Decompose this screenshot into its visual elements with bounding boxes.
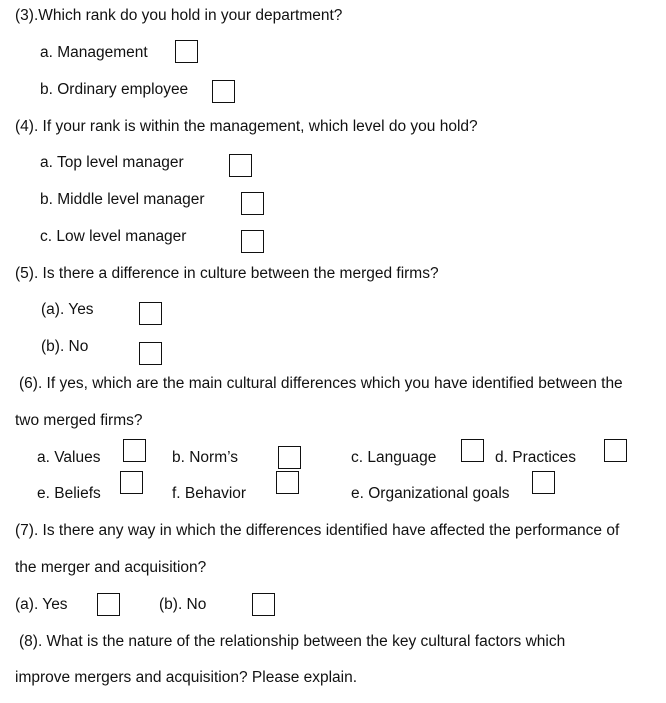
q6-option-organizational-goals: e. Organizational goals [351,485,510,502]
q3-option-ordinary-employee: b. Ordinary employee [40,81,189,98]
q8-question-line2: improve mergers and acquisition? Please explain. [15,669,358,686]
q6-option-behavior: f. Behavior [172,485,247,502]
q7-question-line1: (7). Is there any way in which the differences identified have affected the performance of [15,522,620,539]
q5-option-no: (b). No [41,338,89,355]
q6-option-values: a. Values [37,449,101,466]
q3-ordinary-employee-checkbox[interactable] [212,80,235,103]
q6-norms-checkbox[interactable] [278,446,301,469]
q6-practices-checkbox[interactable] [604,439,627,462]
q7-option-yes: (a). Yes [15,596,68,613]
q4-top-level-checkbox[interactable] [229,154,252,177]
q4-option-top-level: a. Top level manager [40,154,184,171]
q7-no-checkbox[interactable] [252,593,275,616]
q7-question-line2: the merger and acquisition? [15,559,207,576]
q8-question-line1: (8). What is the nature of the relationship between the key cultural factors which [19,633,566,650]
q7-option-no: (b). No [159,596,207,613]
q5-option-yes: (a). Yes [41,301,94,318]
q4-low-level-checkbox[interactable] [241,230,264,253]
q5-question: (5). Is there a difference in culture between the merged firms? [15,265,439,282]
q7-yes-checkbox[interactable] [97,593,120,616]
q4-question: (4). If your rank is within the management, which level do you hold? [15,118,478,135]
q4-middle-level-checkbox[interactable] [241,192,264,215]
q6-option-language: c. Language [351,449,437,466]
q4-option-low-level: c. Low level manager [40,228,187,245]
q3-question: (3).Which rank do you hold in your department? [15,7,343,24]
q5-no-checkbox[interactable] [139,342,162,365]
q5-yes-checkbox[interactable] [139,302,162,325]
q6-behavior-checkbox[interactable] [276,471,299,494]
q3-option-management: a. Management [40,44,148,61]
q6-values-checkbox[interactable] [123,439,146,462]
q6-option-norms: b. Norm’s [172,449,239,466]
q6-option-practices: d. Practices [495,449,576,466]
q6-question-line2: two merged firms? [15,412,143,429]
q6-beliefs-checkbox[interactable] [120,471,143,494]
q6-option-beliefs: e. Beliefs [37,485,101,502]
q4-option-middle-level: b. Middle level manager [40,191,205,208]
q3-management-checkbox[interactable] [175,40,198,63]
q6-question-line1: (6). If yes, which are the main cultural differences which you have identified between the [19,375,623,392]
q6-organizational-goals-checkbox[interactable] [532,471,555,494]
q6-language-checkbox[interactable] [461,439,484,462]
